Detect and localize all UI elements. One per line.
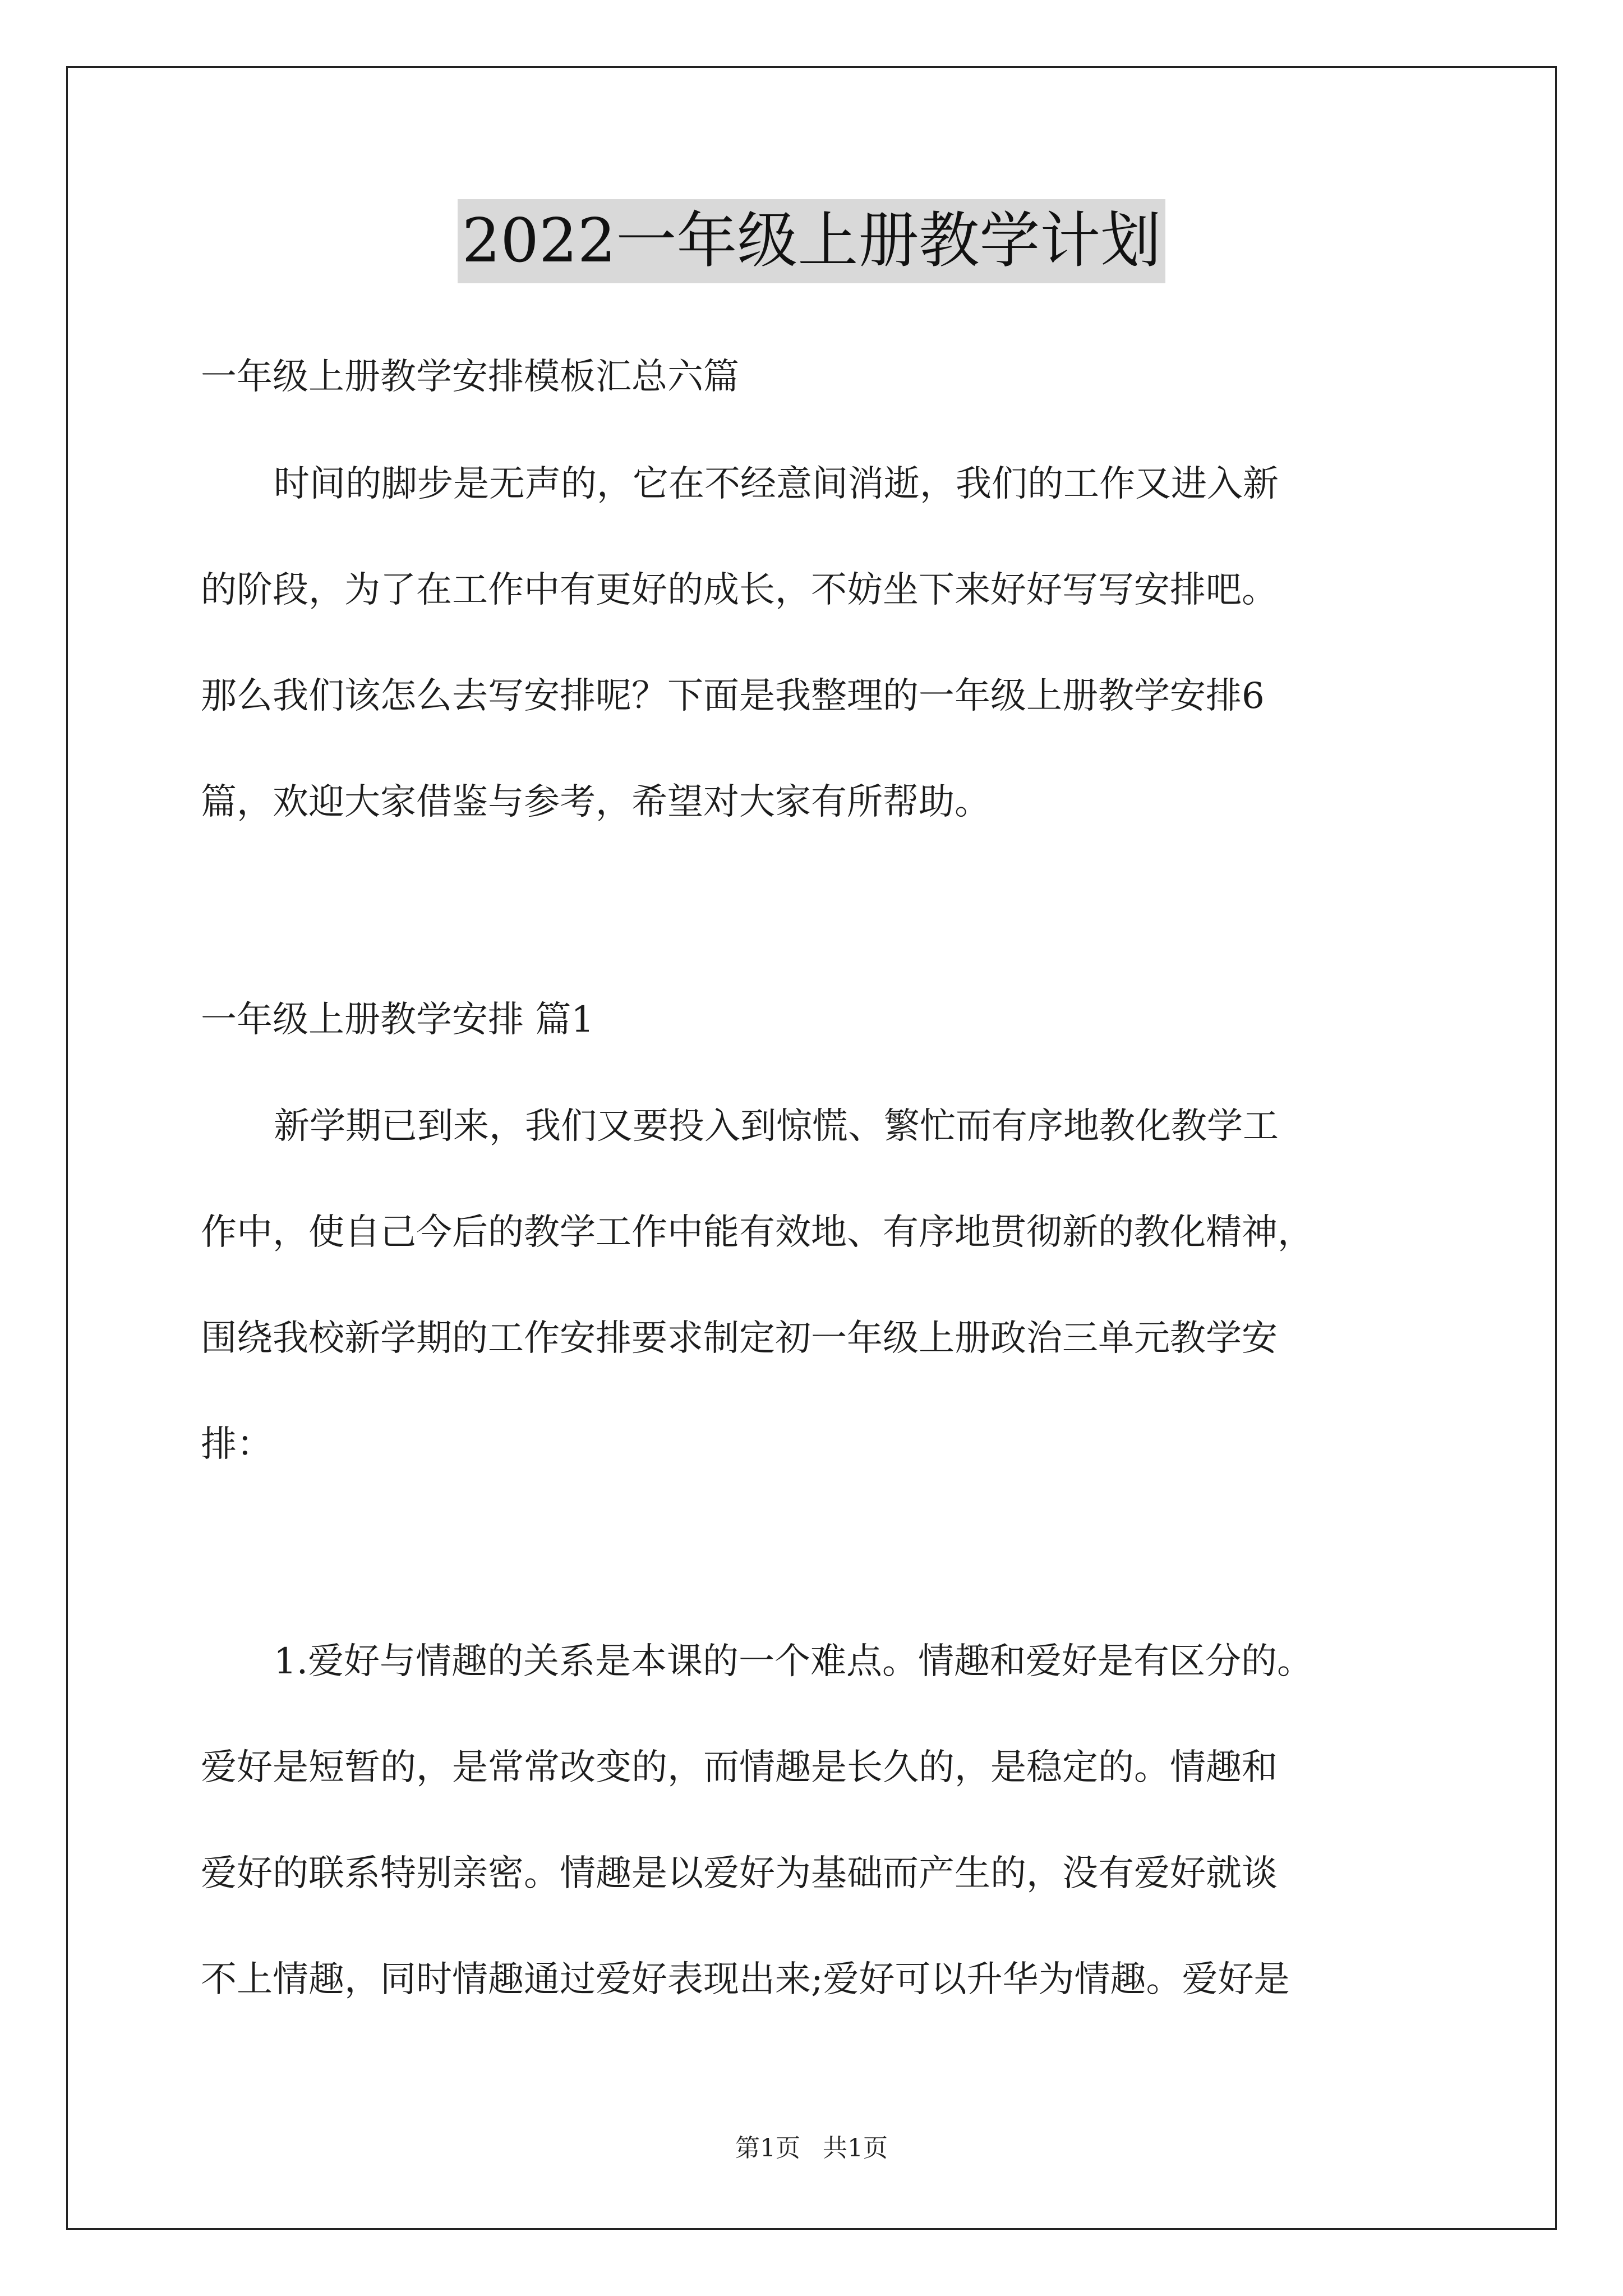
intro-line: 的阶段，为了在工作中有更好的成长，不妨坐下来好好写写安排吧。: [201, 569, 1278, 611]
point-line: 爱好的联系特别亲密。情趣是以爱好为基础而产生的，没有爱好就谈: [201, 1853, 1278, 1894]
intro-line: 那么我们该怎么去写安排呢？下面是我整理的一年级上册教学安排6: [201, 675, 1265, 717]
title-container: [0, 199, 1623, 283]
section-line: 排：: [201, 1424, 273, 1465]
point-line: 1.爱好与情趣的关系是本课的一个难点。情趣和爱好是有区分的。: [274, 1641, 1313, 1682]
intro-line: 时间的脚步是无声的，它在不经意间消逝，我们的工作又进入新: [274, 463, 1279, 505]
section-line: 新学期已到来，我们又要投入到惊慌、繁忙而有序地教化教学工: [274, 1106, 1279, 1147]
section-line: 围绕我校新学期的工作安排要求制定初一年级上册政治三单元教学安: [201, 1318, 1278, 1359]
page-number: 第1页: [735, 2134, 800, 2162]
document-subtitle: 一年级上册教学安排模板汇总六篇: [201, 356, 739, 398]
intro-line: 篇，欢迎大家借鉴与参考，希望对大家有所帮助。: [201, 781, 990, 823]
point-line: 爱好是短暂的，是常常改变的，而情趣是长久的，是稳定的。情趣和: [201, 1747, 1278, 1788]
section-line: 作中，使自己今后的教学工作中能有效地、有序地贯彻新的教化精神，: [201, 1212, 1313, 1253]
page-footer: [0, 2132, 1623, 2165]
point-line: 不上情趣，同时情趣通过爱好表现出来;爱好可以升华为情趣。爱好是: [201, 1959, 1290, 2000]
page-total: 共1页: [823, 2134, 888, 2162]
document-title: 2022一年级上册教学计划: [458, 199, 1166, 283]
section-heading: 一年级上册教学安排 篇1: [201, 999, 594, 1041]
